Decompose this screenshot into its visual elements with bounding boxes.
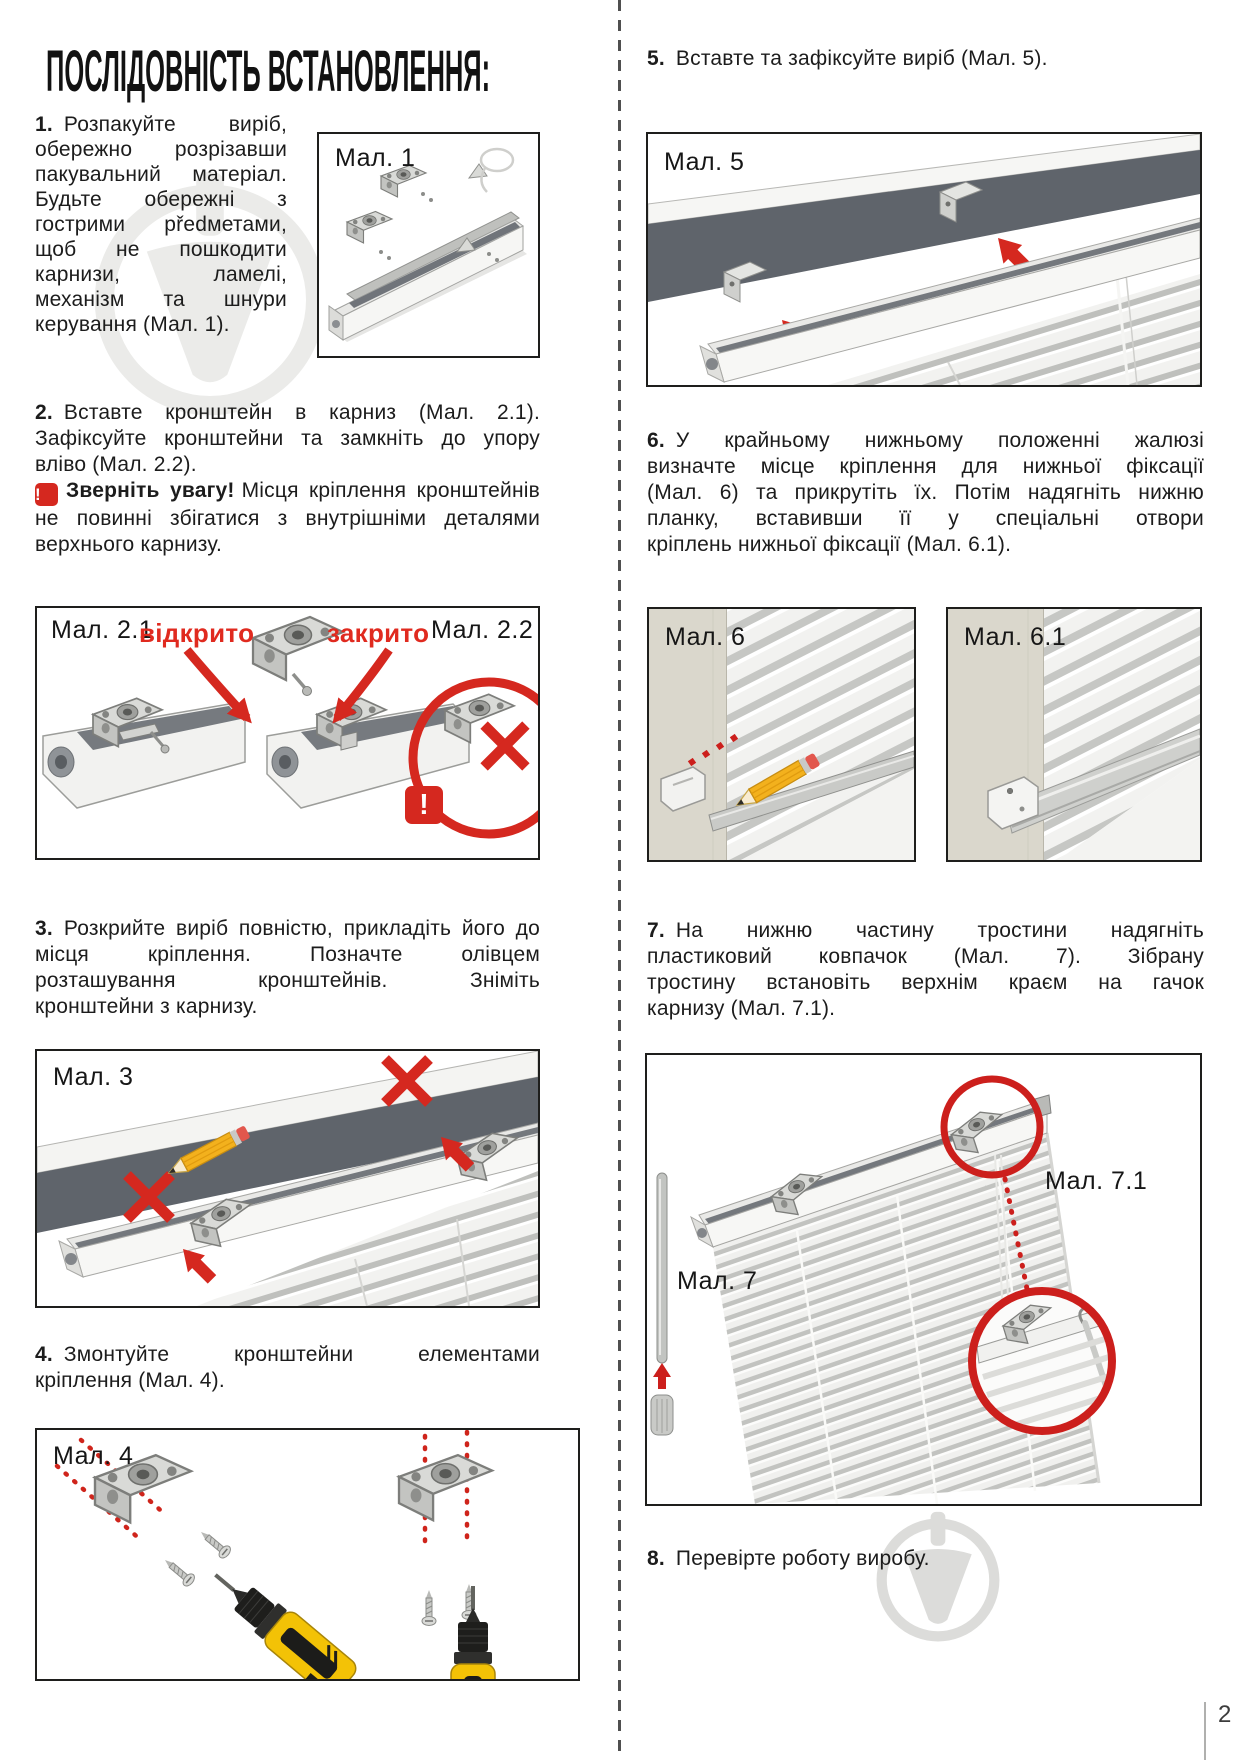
figure-2-1-label: Мал. 2.1: [51, 616, 154, 644]
page-title: ПОСЛІДОВНІСТЬ ВСТАНОВЛЕННЯ:: [46, 39, 491, 104]
figure-4-box: [35, 1428, 580, 1681]
text-line: 3. Розкрийте виріб повністю, прикладіть його до: [35, 917, 540, 940]
cross-mark-icon: [484, 725, 526, 767]
text-line: карнизу (Мал. 7.1).: [647, 997, 836, 1020]
figure-2-box: [35, 606, 540, 860]
figure-6-1-box: [946, 607, 1202, 862]
text-line: верхнього карнизу.: [35, 533, 223, 556]
text-line: кронштейни з карнизу.: [35, 995, 258, 1018]
text-line: 1. Розпакуйте виріб,: [35, 113, 287, 136]
figure-7-box: [645, 1053, 1202, 1506]
figure-7-1-label: Мал. 7.1: [1045, 1167, 1148, 1195]
text-line: ! Зверніть увагу! Місця кріплення кронштейнів: [35, 479, 540, 504]
drill-icon: [403, 1586, 495, 1679]
figure-6-box: [647, 607, 916, 862]
figure-5-box: [646, 132, 1202, 387]
text-line: Будьте обережні з: [35, 188, 287, 211]
step-4: [35, 1342, 540, 1394]
closed-label: закрито: [327, 618, 430, 648]
text-line: 2. Вставте кронштейн в карниз (Мал. 2.1).: [35, 401, 540, 424]
hook-detail-scene: [972, 1291, 1117, 1431]
text-line: обережно розрізавши: [35, 138, 287, 161]
text-line: вліво (Мал. 2.2).: [35, 453, 197, 476]
up-arrow-icon: [653, 1363, 671, 1389]
text-line: пакувальний матеріал.: [35, 163, 287, 186]
figure-6-label: Мал. 6: [665, 623, 746, 651]
figure-1-label: Мал. 1: [335, 144, 416, 172]
text-line: 8. Перевірте роботу виробу.: [647, 1547, 930, 1570]
text-line: розташування кронштейнів. Зніміть: [35, 969, 540, 992]
page-number-rule: [1204, 1702, 1206, 1760]
wand-rod-icon: [657, 1173, 667, 1363]
screw-icon: [161, 1555, 197, 1589]
figure-5-label: Мал. 5: [664, 148, 745, 176]
warning-icon: !: [35, 483, 58, 506]
drill-icon: [170, 1558, 375, 1679]
text-line: карнизи, ламелі,: [35, 263, 287, 286]
page-number: 2: [1218, 1701, 1232, 1728]
watermark-logo: [869, 1507, 1007, 1653]
text-line: керування (Мал. 1).: [35, 313, 230, 336]
open-label: відкрито: [139, 618, 255, 648]
text-line: визначте місце кріплення для нижньої фіксації: [647, 455, 1204, 478]
figure-7-label: Мал. 7: [677, 1267, 758, 1295]
text-line: планку, вставивши її у спеціальні отвори: [647, 507, 1204, 530]
figure-3-label: Мал. 3: [53, 1063, 134, 1091]
step-8: [647, 1546, 1204, 1572]
text-line: пластиковий ковпачок (Мал. 7). Зібрану: [647, 945, 1204, 968]
text-line: гострими předметами,: [35, 213, 287, 236]
bracket-icon: [347, 212, 392, 244]
text-line: тростину встановіть верхнім краєм на гачок: [647, 971, 1204, 994]
bracket-icon: [399, 1455, 492, 1520]
text-line: (Мал. 6) та прикрутіть їх. Потім надягніть нижню: [647, 481, 1204, 504]
figure-2-2-label: Мал. 2.2: [431, 616, 534, 644]
figure-4-label: Мал. 4: [53, 1442, 134, 1470]
alert-badge: !: [405, 786, 443, 824]
step-1: [35, 112, 287, 337]
text-line: не повинні збігатися з внутрішніми деталями: [35, 507, 540, 530]
text-line: кріплення (Мал. 4).: [35, 1369, 225, 1392]
step-2: [35, 400, 540, 558]
text-line: 5. Вставте та зафіксуйте виріб (Мал. 5).: [647, 47, 1048, 70]
text-line: щоб не пошкодити: [35, 238, 287, 261]
text-line: 7. На нижню частину тростини надягніть: [647, 919, 1204, 942]
warning-title: Зверніть увагу!: [66, 479, 235, 502]
text-line: механізм та шнури: [35, 288, 287, 311]
step-3: [35, 916, 540, 1020]
step-6: [647, 428, 1204, 558]
figure-1-box: [317, 132, 540, 358]
text-line: 4. Змонтуйте кронштейни елементами: [35, 1343, 540, 1366]
figure-3-box: [35, 1049, 540, 1308]
bracket-icon: [445, 694, 514, 742]
text-line: кріплень нижньої фіксації (Мал. 6.1).: [647, 533, 1012, 556]
text-line: Зафіксуйте кронштейни та замкніть до упору: [35, 427, 540, 450]
column-divider-line: [618, 0, 621, 1760]
step-5: [647, 46, 1204, 72]
text-line: місця кріплення. Позначте олівцем: [35, 943, 540, 966]
bracket-mounting-illustration: [37, 608, 538, 858]
text-line: 6. У крайньому нижньому положенні жалюзі: [647, 429, 1204, 452]
figure-6-1-label: Мал. 6.1: [964, 623, 1067, 651]
screw-icon: [197, 1527, 233, 1561]
screw-icon: [422, 1590, 436, 1626]
wand-cap-icon: [651, 1395, 673, 1435]
step-7: [647, 918, 1204, 1022]
